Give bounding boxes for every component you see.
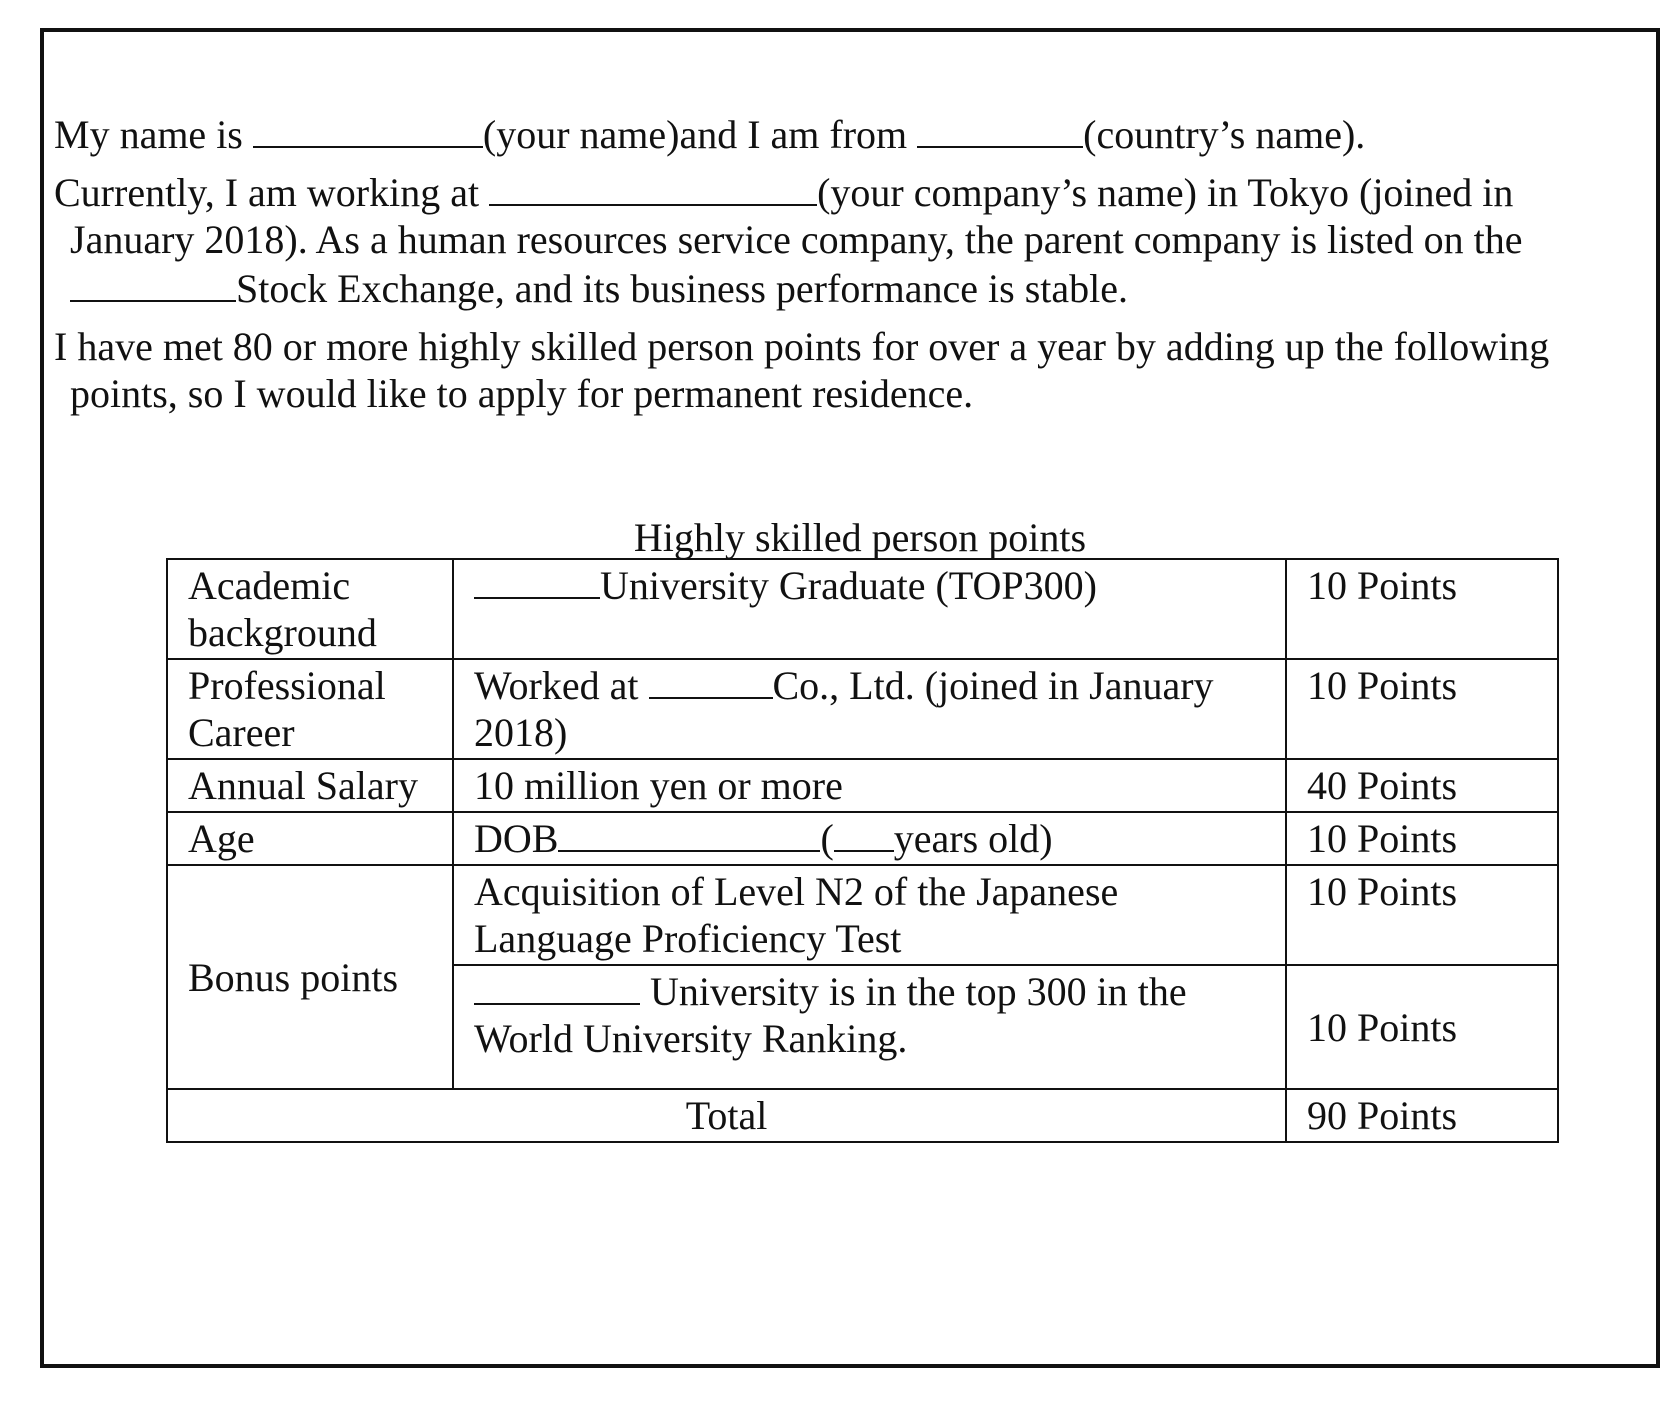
intro-text: Currently, I am working at (54, 170, 490, 215)
intro-line-1 (54, 110, 1365, 159)
total-label: Total (167, 1089, 1286, 1142)
ranked-university-blank[interactable] (474, 969, 640, 1005)
table-row-total (167, 1089, 1558, 1142)
bonus-label: Bonus points (167, 865, 453, 1089)
salary-points: 40 Points (1286, 759, 1558, 812)
salary-label: Annual Salary (167, 759, 453, 812)
intro-text: (your company’s name) in Tokyo (joined in (817, 170, 1514, 215)
intro-text: Stock Exchange, and its business performance is stable. (236, 266, 1128, 311)
academic-points: 10 Points (1286, 559, 1558, 659)
stock-exchange-blank[interactable] (70, 264, 236, 302)
bonus-item-1-points: 10 Points (1286, 865, 1558, 965)
career-points: 10 Points (1286, 659, 1558, 759)
age-desc-text: ( (820, 816, 834, 861)
table-row-career (167, 659, 1558, 759)
points-table (166, 558, 1559, 1143)
career-label: Professional Career (167, 659, 453, 759)
table-row-salary (167, 759, 1558, 812)
intro-line-3: January 2018). As a human resources service company, the parent company is listed on the (70, 217, 1523, 262)
intro-line-2 (54, 168, 1513, 217)
employer-blank[interactable] (649, 663, 773, 699)
age-years-blank[interactable] (834, 816, 894, 852)
bonus-item-2-text: University is in the top 300 in the World University Ranking. (474, 969, 1187, 1061)
university-blank[interactable] (474, 563, 600, 599)
table-title: Highly skilled person points (633, 515, 1087, 560)
dob-blank[interactable] (558, 816, 820, 852)
intro-text: My name is (54, 112, 253, 157)
age-desc-text: DOB (474, 816, 559, 861)
company-blank[interactable] (489, 168, 817, 206)
intro-line-6: points, so I would like to apply for permanent residence. (70, 371, 974, 416)
career-desc (453, 659, 1286, 759)
name-blank[interactable] (253, 110, 483, 148)
country-blank[interactable] (917, 110, 1083, 148)
intro-line-4 (70, 264, 1128, 313)
total-points: 90 Points (1286, 1089, 1558, 1142)
intro-text: (country’s name). (1083, 112, 1366, 157)
bonus-item-2 (453, 965, 1286, 1089)
academic-label: Academic background (167, 559, 453, 659)
age-label: Age (167, 812, 453, 865)
intro-line-5: I have met 80 or more highly skilled person points for over a year by adding up the following (54, 324, 1550, 369)
age-points: 10 Points (1286, 812, 1558, 865)
salary-desc: 10 million yen or more (453, 759, 1286, 812)
table-row-academic (167, 559, 1558, 659)
age-desc-text: years old) (893, 816, 1053, 861)
table-row-age (167, 812, 1558, 865)
age-desc (453, 812, 1286, 865)
intro-text: (your name)and I am from (482, 112, 918, 157)
academic-desc (453, 559, 1286, 659)
bonus-item-2-points: 10 Points (1286, 965, 1558, 1089)
table-row-bonus-1 (167, 865, 1558, 965)
bonus-item-1: Acquisition of Level N2 of the Japanese Language Proficiency Test (453, 865, 1286, 965)
career-desc-text: Worked at (474, 663, 649, 708)
career-desc-text: Co., Ltd. (joined in January 2018) (474, 663, 1214, 755)
academic-desc-text: University Graduate (TOP300) (600, 563, 1097, 608)
